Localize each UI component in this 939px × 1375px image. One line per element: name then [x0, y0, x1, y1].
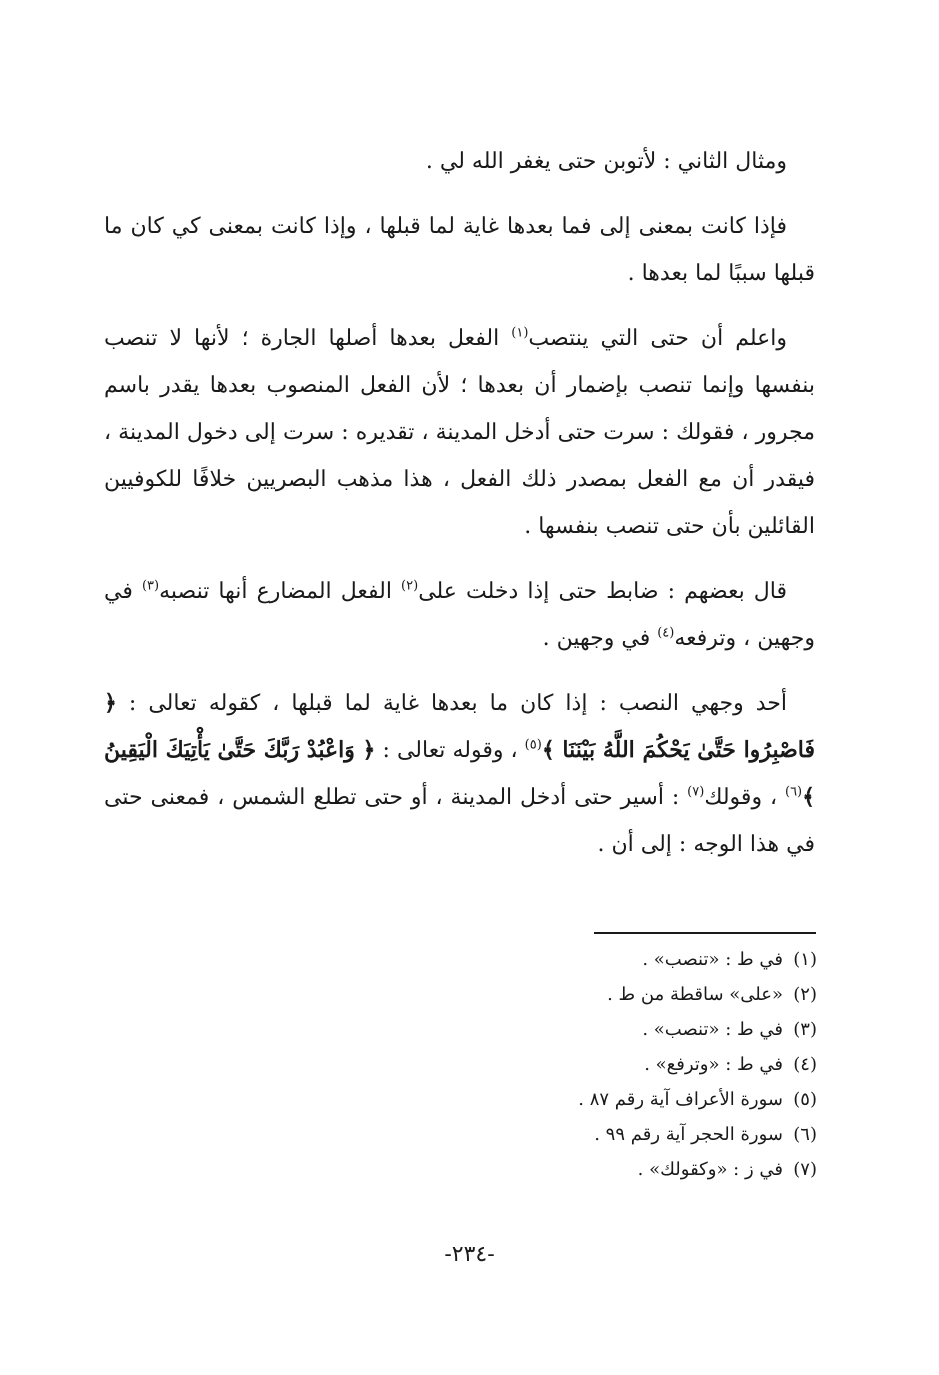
footnote-ref-1[interactable]: (١)	[511, 325, 529, 341]
paragraph-3: واعلم أن حتى التي ينتصب$^{(١)}$ الفعل بعدها أصلها الجارة ؛ لأنها لا تنصب بنفسها وإنما تنصب بإضمار أن بعدها ؛ لأن الفعل المنصوب بعدها يقدر باسم مجرور ، فقولك : سرت حتى أدخل المدينة ، تقديره : سرت إلى دخول المدينة ، فيقدر أن مع الفعل بمصدر ذلك الفعل ، هذا مذهب البصريين خلافًا للكوفيين القائلين بأن حتى تنصب بنفسها .	[104, 325, 815, 539]
footnote-divider	[594, 932, 816, 934]
footnote-number: (٧)	[793, 1159, 817, 1180]
footnote-ref-3[interactable]: (٣)	[141, 578, 160, 594]
footnote-ref-6[interactable]: (٦)	[784, 784, 803, 800]
main-text	[104, 138, 815, 886]
footnote-text: «على» ساقطة من ط .	[607, 984, 783, 1005]
footnote-text: سورة الأعراف آية رقم ٨٧ .	[578, 1089, 783, 1110]
footnotes-list	[337, 942, 817, 1187]
footnote-6	[337, 1117, 817, 1152]
paragraph-2: فإذا كانت بمعنى إلى فما بعدها غاية لما قبلها ، وإذا كانت بمعنى كي كان ما قبلها سببًا لما بعدها .	[104, 214, 815, 286]
footnote-number: (١)	[793, 949, 817, 970]
footnote-1	[337, 942, 817, 977]
paragraph-5: أحد وجهي النصب : إذا كان ما بعدها غاية لما قبلها ، كقوله تعالى : ﴿ فَاصْبِرُوا حَتَّىٰ يَحْكُمَ اللَّهُ بَيْنَنَا ﴾$^{(٥)}$ ، وقوله تعالى : ﴿ وَاعْبُدْ رَبَّكَ حَتَّىٰ يَأْتِيَكَ الْيَقِينُ ﴾$^{(٦)}$ ، وقولك$^{(٧)}$ : أسير حتى أدخل المدينة ، أو حتى تطلع الشمس ، فمعنى حتى في هذا الوجه : إلى أن .	[104, 690, 816, 857]
footnote-number: (٤)	[793, 1054, 817, 1075]
quran-verse-1: ﴿ فَاصْبِرُوا حَتَّىٰ يَحْكُمَ اللَّهُ بَيْنَنَا ﴾	[104, 690, 815, 763]
footnote-3	[337, 1012, 817, 1047]
footnote-4	[337, 1047, 817, 1082]
footnote-text: في ط : «وترفع» .	[644, 1054, 783, 1075]
footnote-number: (٦)	[793, 1124, 817, 1145]
footnote-7	[337, 1152, 817, 1187]
footnote-2	[337, 977, 817, 1012]
footnote-number: (٣)	[793, 1019, 817, 1040]
footnote-number: (٥)	[793, 1089, 817, 1110]
footnote-ref-2[interactable]: (٢)	[401, 578, 419, 594]
footnote-text: في ز : «وكقولك» .	[637, 1159, 783, 1180]
footnote-ref-5[interactable]: (٥)	[524, 737, 542, 753]
footnote-text: في ط : «تنصب» .	[642, 949, 783, 970]
footnote-text: سورة الحجر آية رقم ٩٩ .	[594, 1124, 783, 1145]
footnote-number: (٢)	[793, 984, 817, 1005]
page-number: -٢٣٤-	[444, 1242, 495, 1267]
footnote-5	[337, 1082, 817, 1117]
footnote-ref-7[interactable]: (٧)	[687, 784, 705, 800]
footnote-ref-4[interactable]: (٤)	[657, 625, 675, 641]
paragraph-4: قال بعضهم : ضابط حتى إذا دخلت على$^{(٢)}$ الفعل المضارع أنها تنصبه$^{(٣)}$ في وجهين ، وترفعه$^{(٤)}$ في وجهين .	[104, 578, 815, 651]
quran-verse-2: ﴿ وَاعْبُدْ رَبَّكَ حَتَّىٰ يَأْتِيَكَ الْيَقِينُ ﴾	[104, 737, 816, 810]
paragraph-1: ومثال الثاني : لأتوبن حتى يغفر الله لي .	[425, 149, 787, 174]
footnote-text: في ط : «تنصب» .	[642, 1019, 783, 1040]
